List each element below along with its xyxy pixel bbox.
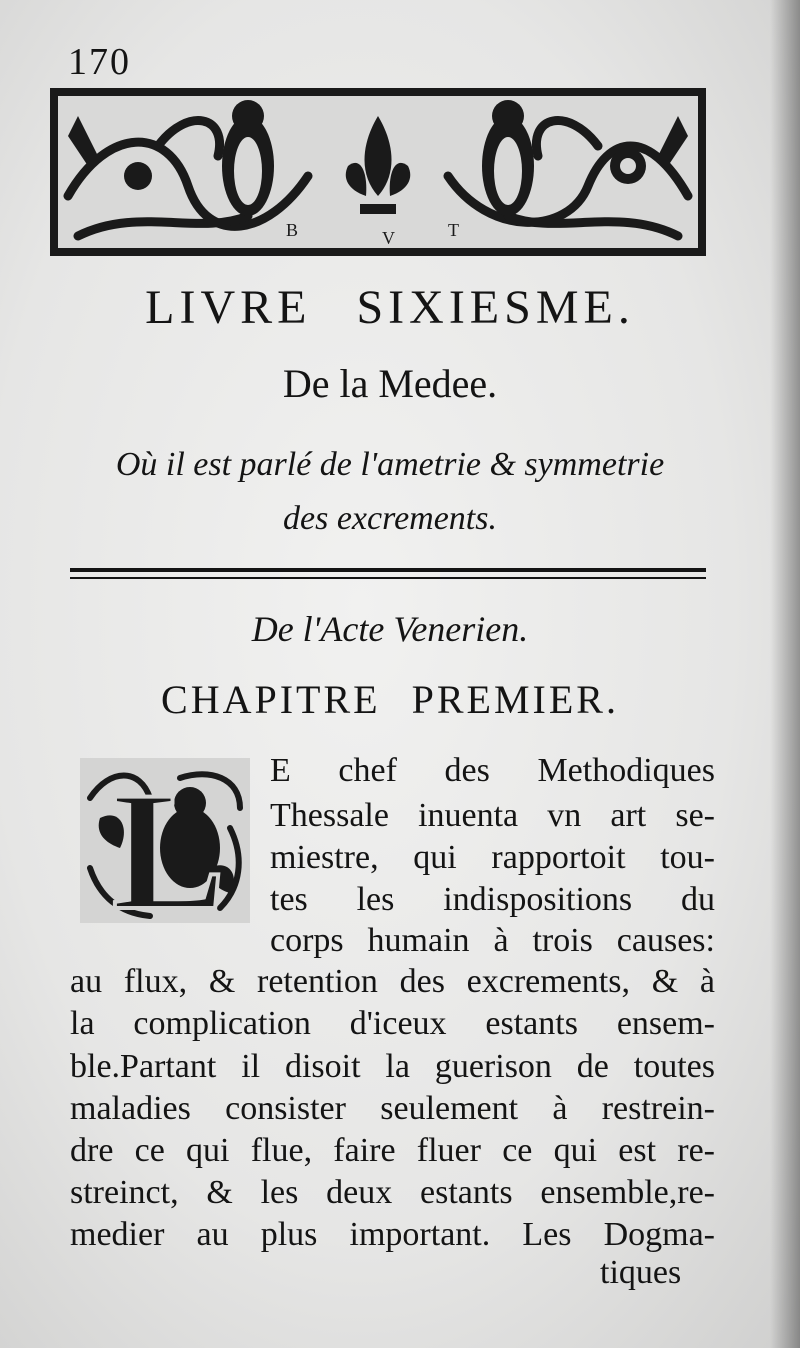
body-line: ble.Partant il disoit la guerison de toutes xyxy=(70,1048,715,1085)
body-line: au flux, & retention des excrements, & à xyxy=(70,963,715,1000)
book-subtitle: De la Medee. xyxy=(282,361,498,406)
body-line: miestre, qui rapportoit tou- xyxy=(270,839,715,876)
divider-rule-thick xyxy=(70,568,706,572)
divider-rule-thin xyxy=(70,577,706,579)
book-title: LIVRE SIXIESME. xyxy=(145,281,635,334)
body-line: Thessale inuenta vn art se- xyxy=(270,797,715,834)
description-line: Où il est parlé de l'ametrie & symmetrie xyxy=(115,446,665,483)
ornament-letter-b: B xyxy=(286,220,299,240)
body-line: dre ce qui flue, faire fluer ce qui est re- xyxy=(70,1132,715,1169)
body-line: streinct, & les deux estants ensemble,re- xyxy=(70,1174,715,1211)
body-line: corps humain à trois causes: xyxy=(270,922,715,959)
catchword: tiques xyxy=(600,1254,682,1291)
chapter-title: CHAPITRE PREMIER. xyxy=(161,677,619,722)
body-line: E chef des Methodiques xyxy=(270,752,715,789)
body-line: maladies consister seulement à restrein- xyxy=(70,1090,715,1127)
book-description xyxy=(60,438,720,546)
ornament-letter-v: V xyxy=(382,228,395,248)
ornament-letter-t: T xyxy=(448,220,459,240)
decorated-initial-letter xyxy=(80,758,250,923)
ornamental-headpiece xyxy=(48,86,708,258)
page-number: 170 xyxy=(68,41,131,83)
initial-letter-glyph: L xyxy=(112,758,226,923)
description-line: des excrements. xyxy=(283,500,497,537)
body-line: tes les indispositions du xyxy=(270,881,715,918)
body-line: medier au plus important. Les Dogma- xyxy=(70,1216,715,1253)
body-line: la complication d'iceux estants ensem- xyxy=(70,1005,715,1042)
section-title: De l'Acte Venerien. xyxy=(251,609,529,649)
